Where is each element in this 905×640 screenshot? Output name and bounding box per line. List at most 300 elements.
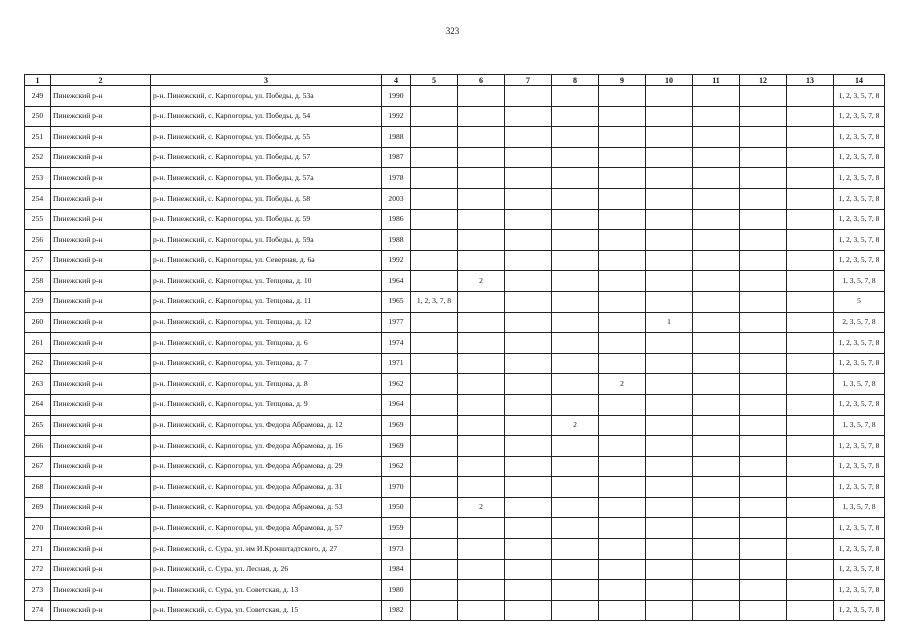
cell-col-9	[599, 518, 646, 539]
cell-col-5	[411, 230, 458, 251]
cell-col-8	[552, 230, 599, 251]
cell-address: р-н. Пинежский, с. Сура, ул. Лесная, д. 26	[151, 559, 382, 580]
cell-col-10	[646, 394, 693, 415]
cell-col-14: 1, 2, 3, 5, 7, 8	[834, 106, 885, 127]
cell-col-12	[740, 271, 787, 292]
cell-col-13	[787, 312, 834, 333]
cell-district: Пинежский р-н	[51, 518, 151, 539]
cell-col-14: 1, 2, 3, 5, 7, 8	[834, 518, 885, 539]
table-row	[25, 271, 885, 292]
cell-col-9	[599, 86, 646, 107]
cell-col-10	[646, 436, 693, 457]
cell-col-12	[740, 559, 787, 580]
cell-col-7	[505, 559, 552, 580]
cell-col-8	[552, 436, 599, 457]
cell-col-13	[787, 127, 834, 148]
cell-address: р-н. Пинежский, с. Карпогоры, ул. Тепцова, д. 12	[151, 312, 382, 333]
cell-col-6	[458, 86, 505, 107]
cell-district: Пинежский р-н	[51, 394, 151, 415]
cell-col-7	[505, 497, 552, 518]
cell-col-11	[693, 127, 740, 148]
cell-col-14: 5	[834, 291, 885, 312]
cell-col-8	[552, 353, 599, 374]
cell-col-12	[740, 353, 787, 374]
cell-col-5	[411, 86, 458, 107]
cell-col-5: 1, 2, 3, 7, 8	[411, 291, 458, 312]
cell-col-13	[787, 147, 834, 168]
cell-col-11	[693, 209, 740, 230]
cell-col-8	[552, 374, 599, 395]
cell-col-12	[740, 477, 787, 498]
cell-col-13	[787, 106, 834, 127]
cell-col-13	[787, 188, 834, 209]
cell-col-5	[411, 539, 458, 560]
cell-col-12	[740, 86, 787, 107]
column-header-1: 1	[25, 75, 51, 86]
cell-col-6: 2	[458, 497, 505, 518]
table-row	[25, 456, 885, 477]
table-row	[25, 168, 885, 189]
cell-col-14: 1, 2, 3, 5, 7, 8	[834, 394, 885, 415]
cell-col-12	[740, 168, 787, 189]
cell-col-5	[411, 168, 458, 189]
cell-year-built: 1974	[382, 333, 411, 354]
cell-col-12	[740, 436, 787, 457]
cell-col-12	[740, 230, 787, 251]
cell-col-13	[787, 353, 834, 374]
cell-col-5	[411, 333, 458, 354]
table-row	[25, 353, 885, 374]
cell-row-number: 262	[25, 353, 51, 374]
cell-col-11	[693, 518, 740, 539]
cell-district: Пинежский р-н	[51, 436, 151, 457]
cell-row-number: 271	[25, 539, 51, 560]
cell-year-built: 1962	[382, 456, 411, 477]
cell-address: р-н. Пинежский, с. Карпогоры, ул. Федора Абрамова, д. 31	[151, 477, 382, 498]
cell-col-9	[599, 580, 646, 601]
cell-col-12	[740, 250, 787, 271]
cell-row-number: 253	[25, 168, 51, 189]
cell-col-14: 1, 2, 3, 5, 7, 8	[834, 188, 885, 209]
cell-col-10	[646, 559, 693, 580]
column-header-8: 8	[552, 75, 599, 86]
cell-col-7	[505, 271, 552, 292]
cell-col-5	[411, 559, 458, 580]
cell-col-10	[646, 147, 693, 168]
cell-col-13	[787, 271, 834, 292]
cell-col-10	[646, 188, 693, 209]
cell-year-built: 2003	[382, 188, 411, 209]
cell-col-13	[787, 600, 834, 621]
cell-col-13	[787, 436, 834, 457]
cell-col-14: 1, 2, 3, 5, 7, 8	[834, 580, 885, 601]
cell-col-7	[505, 230, 552, 251]
cell-col-8	[552, 497, 599, 518]
cell-col-5	[411, 250, 458, 271]
cell-col-13	[787, 250, 834, 271]
cell-col-9	[599, 477, 646, 498]
table-header	[25, 75, 885, 86]
cell-col-5	[411, 106, 458, 127]
cell-col-6	[458, 127, 505, 148]
cell-district: Пинежский р-н	[51, 147, 151, 168]
cell-col-12	[740, 127, 787, 148]
cell-col-10	[646, 127, 693, 148]
cell-row-number: 267	[25, 456, 51, 477]
cell-col-5	[411, 353, 458, 374]
cell-year-built: 1964	[382, 394, 411, 415]
cell-col-10	[646, 271, 693, 292]
cell-year-built: 1977	[382, 312, 411, 333]
cell-col-9	[599, 106, 646, 127]
cell-district: Пинежский р-н	[51, 559, 151, 580]
cell-col-5	[411, 600, 458, 621]
cell-col-6	[458, 456, 505, 477]
cell-col-6	[458, 518, 505, 539]
cell-col-6	[458, 415, 505, 436]
cell-col-12	[740, 374, 787, 395]
cell-col-13	[787, 477, 834, 498]
table-row	[25, 559, 885, 580]
cell-col-8	[552, 456, 599, 477]
table-row	[25, 250, 885, 271]
cell-address: р-н. Пинежский, с. Сура, ул. Советская, д. 13	[151, 580, 382, 601]
cell-row-number: 250	[25, 106, 51, 127]
column-header-2: 2	[51, 75, 151, 86]
cell-district: Пинежский р-н	[51, 106, 151, 127]
cell-col-7	[505, 456, 552, 477]
table-row	[25, 209, 885, 230]
cell-col-5	[411, 580, 458, 601]
cell-col-13	[787, 518, 834, 539]
cell-col-14: 1, 2, 3, 5, 7, 8	[834, 250, 885, 271]
cell-year-built: 1950	[382, 497, 411, 518]
column-header-11: 11	[693, 75, 740, 86]
cell-address: р-н. Пинежский, с. Карпогоры, ул. Федора Абрамова, д. 57	[151, 518, 382, 539]
cell-col-10	[646, 333, 693, 354]
cell-col-6	[458, 209, 505, 230]
cell-col-6	[458, 580, 505, 601]
cell-col-9	[599, 456, 646, 477]
cell-col-12	[740, 312, 787, 333]
cell-col-9	[599, 230, 646, 251]
column-header-14: 14	[834, 75, 885, 86]
column-header-6: 6	[458, 75, 505, 86]
cell-address: р-н. Пинежский, с. Сура, ул. им И.Кронштадтского, д. 27	[151, 539, 382, 560]
cell-col-5	[411, 188, 458, 209]
cell-col-14: 1, 2, 3, 5, 7, 8	[834, 333, 885, 354]
cell-col-5	[411, 127, 458, 148]
cell-col-13	[787, 333, 834, 354]
cell-col-10	[646, 374, 693, 395]
cell-col-7	[505, 518, 552, 539]
cell-address: р-н. Пинежский, с. Карпогоры, ул. Федора Абрамова, д. 16	[151, 436, 382, 457]
cell-col-8	[552, 559, 599, 580]
cell-col-10	[646, 580, 693, 601]
cell-col-5	[411, 394, 458, 415]
cell-col-10	[646, 518, 693, 539]
table-row	[25, 188, 885, 209]
cell-col-8	[552, 600, 599, 621]
header-row	[25, 75, 885, 86]
cell-col-7	[505, 188, 552, 209]
cell-col-13	[787, 539, 834, 560]
cell-col-6	[458, 168, 505, 189]
cell-col-14: 2, 3, 5, 7, 8	[834, 312, 885, 333]
cell-col-10	[646, 539, 693, 560]
cell-district: Пинежский р-н	[51, 374, 151, 395]
cell-col-5	[411, 518, 458, 539]
cell-col-14: 1, 2, 3, 5, 7, 8	[834, 86, 885, 107]
cell-row-number: 260	[25, 312, 51, 333]
cell-row-number: 274	[25, 600, 51, 621]
cell-row-number: 251	[25, 127, 51, 148]
cell-col-6	[458, 436, 505, 457]
cell-year-built: 1987	[382, 147, 411, 168]
cell-row-number: 273	[25, 580, 51, 601]
cell-district: Пинежский р-н	[51, 230, 151, 251]
cell-year-built: 1962	[382, 374, 411, 395]
cell-col-14: 1, 2, 3, 5, 7, 8	[834, 600, 885, 621]
cell-year-built: 1984	[382, 559, 411, 580]
cell-col-7	[505, 415, 552, 436]
cell-col-12	[740, 106, 787, 127]
cell-row-number: 254	[25, 188, 51, 209]
cell-row-number: 272	[25, 559, 51, 580]
cell-col-8	[552, 250, 599, 271]
cell-year-built: 1988	[382, 230, 411, 251]
cell-col-9	[599, 168, 646, 189]
cell-year-built: 1965	[382, 291, 411, 312]
cell-col-11	[693, 291, 740, 312]
cell-col-11	[693, 415, 740, 436]
cell-district: Пинежский р-н	[51, 600, 151, 621]
cell-col-10	[646, 600, 693, 621]
cell-col-10	[646, 230, 693, 251]
cell-row-number: 269	[25, 497, 51, 518]
cell-col-9	[599, 291, 646, 312]
cell-col-8	[552, 580, 599, 601]
cell-col-9	[599, 209, 646, 230]
cell-row-number: 261	[25, 333, 51, 354]
cell-row-number: 264	[25, 394, 51, 415]
cell-col-6	[458, 250, 505, 271]
cell-col-9	[599, 147, 646, 168]
cell-col-8	[552, 333, 599, 354]
cell-col-9	[599, 436, 646, 457]
cell-district: Пинежский р-н	[51, 188, 151, 209]
housing-register-table	[24, 74, 885, 621]
table-row	[25, 436, 885, 457]
cell-col-12	[740, 497, 787, 518]
cell-district: Пинежский р-н	[51, 353, 151, 374]
cell-col-7	[505, 209, 552, 230]
cell-address: р-н. Пинежский, с. Карпогоры, ул. Победы, д. 59	[151, 209, 382, 230]
cell-col-8	[552, 147, 599, 168]
cell-col-7	[505, 436, 552, 457]
cell-col-11	[693, 559, 740, 580]
cell-col-10	[646, 106, 693, 127]
cell-col-12	[740, 456, 787, 477]
cell-row-number: 249	[25, 86, 51, 107]
cell-col-12	[740, 147, 787, 168]
cell-row-number: 270	[25, 518, 51, 539]
cell-col-11	[693, 230, 740, 251]
cell-col-5	[411, 147, 458, 168]
cell-col-12	[740, 209, 787, 230]
cell-district: Пинежский р-н	[51, 127, 151, 148]
table-row	[25, 147, 885, 168]
cell-district: Пинежский р-н	[51, 312, 151, 333]
cell-col-8	[552, 168, 599, 189]
cell-col-6	[458, 600, 505, 621]
cell-col-11	[693, 374, 740, 395]
table-body	[25, 86, 885, 621]
cell-district: Пинежский р-н	[51, 456, 151, 477]
cell-col-6	[458, 188, 505, 209]
cell-col-12	[740, 600, 787, 621]
cell-row-number: 252	[25, 147, 51, 168]
cell-col-9	[599, 188, 646, 209]
cell-year-built: 1992	[382, 250, 411, 271]
column-header-9: 9	[599, 75, 646, 86]
cell-address: р-н. Пинежский, с. Карпогоры, ул. Тепцова, д. 11	[151, 291, 382, 312]
cell-col-13	[787, 230, 834, 251]
cell-col-11	[693, 580, 740, 601]
cell-col-7	[505, 312, 552, 333]
cell-col-5	[411, 497, 458, 518]
cell-col-14: 1, 3, 5, 7, 8	[834, 497, 885, 518]
cell-col-8	[552, 209, 599, 230]
cell-col-14: 1, 2, 3, 5, 7, 8	[834, 209, 885, 230]
cell-col-6	[458, 147, 505, 168]
cell-district: Пинежский р-н	[51, 415, 151, 436]
cell-row-number: 258	[25, 271, 51, 292]
cell-row-number: 257	[25, 250, 51, 271]
cell-col-8	[552, 271, 599, 292]
cell-col-10	[646, 477, 693, 498]
cell-col-13	[787, 374, 834, 395]
cell-col-6	[458, 106, 505, 127]
cell-col-11	[693, 353, 740, 374]
cell-year-built: 1992	[382, 106, 411, 127]
cell-col-14: 1, 2, 3, 5, 7, 8	[834, 477, 885, 498]
cell-col-11	[693, 188, 740, 209]
cell-col-13	[787, 497, 834, 518]
cell-col-7	[505, 539, 552, 560]
cell-col-9: 2	[599, 374, 646, 395]
cell-address: р-н. Пинежский, с. Карпогоры, ул. Победы, д. 59а	[151, 230, 382, 251]
table-row	[25, 539, 885, 560]
cell-col-11	[693, 394, 740, 415]
cell-address: р-н. Пинежский, с. Карпогоры, ул. Победы, д. 58	[151, 188, 382, 209]
cell-col-7	[505, 600, 552, 621]
cell-col-14: 1, 3, 5, 7, 8	[834, 374, 885, 395]
cell-col-7	[505, 291, 552, 312]
cell-col-14: 1, 2, 3, 5, 7, 8	[834, 436, 885, 457]
cell-col-8	[552, 188, 599, 209]
column-header-3: 3	[151, 75, 382, 86]
cell-col-7	[505, 353, 552, 374]
cell-col-8	[552, 312, 599, 333]
cell-col-8	[552, 127, 599, 148]
cell-row-number: 268	[25, 477, 51, 498]
cell-col-11	[693, 147, 740, 168]
cell-col-9	[599, 394, 646, 415]
cell-col-10	[646, 353, 693, 374]
cell-col-7	[505, 250, 552, 271]
cell-col-13	[787, 580, 834, 601]
cell-col-14: 1, 2, 3, 5, 7, 8	[834, 230, 885, 251]
cell-col-9	[599, 497, 646, 518]
cell-col-12	[740, 291, 787, 312]
cell-col-6	[458, 559, 505, 580]
cell-col-13	[787, 559, 834, 580]
cell-address: р-н. Пинежский, с. Карпогоры, ул. Победы, д. 57	[151, 147, 382, 168]
cell-address: р-н. Пинежский, с. Карпогоры, ул. Тепцова, д. 6	[151, 333, 382, 354]
table-row	[25, 86, 885, 107]
cell-col-6	[458, 394, 505, 415]
column-header-5: 5	[411, 75, 458, 86]
cell-col-8	[552, 291, 599, 312]
cell-col-10: 1	[646, 312, 693, 333]
cell-year-built: 1970	[382, 477, 411, 498]
cell-col-13	[787, 291, 834, 312]
cell-col-9	[599, 600, 646, 621]
cell-col-8	[552, 86, 599, 107]
column-header-13: 13	[787, 75, 834, 86]
column-header-10: 10	[646, 75, 693, 86]
cell-col-11	[693, 333, 740, 354]
cell-col-9	[599, 415, 646, 436]
cell-address: р-н. Пинежский, с. Карпогоры, ул. Федора Абрамова, д. 29	[151, 456, 382, 477]
cell-address: р-н. Пинежский, с. Карпогоры, ул. Федора Абрамова, д. 53	[151, 497, 382, 518]
cell-row-number: 259	[25, 291, 51, 312]
cell-district: Пинежский р-н	[51, 497, 151, 518]
cell-col-6	[458, 374, 505, 395]
cell-col-8	[552, 106, 599, 127]
cell-col-9	[599, 127, 646, 148]
table-row	[25, 497, 885, 518]
cell-col-8	[552, 518, 599, 539]
cell-col-14: 1, 2, 3, 5, 7, 8	[834, 559, 885, 580]
cell-col-5	[411, 456, 458, 477]
cell-col-14: 1, 2, 3, 5, 7, 8	[834, 168, 885, 189]
cell-col-11	[693, 86, 740, 107]
cell-col-13	[787, 209, 834, 230]
cell-district: Пинежский р-н	[51, 539, 151, 560]
cell-row-number: 256	[25, 230, 51, 251]
cell-col-9	[599, 312, 646, 333]
cell-col-12	[740, 539, 787, 560]
cell-address: р-н. Пинежский, с. Карпогоры, ул. Победы, д. 54	[151, 106, 382, 127]
cell-year-built: 1971	[382, 353, 411, 374]
cell-year-built: 1988	[382, 127, 411, 148]
cell-col-11	[693, 477, 740, 498]
cell-col-7	[505, 333, 552, 354]
cell-col-6	[458, 353, 505, 374]
column-header-12: 12	[740, 75, 787, 86]
cell-col-12	[740, 415, 787, 436]
cell-address: р-н. Пинежский, с. Карпогоры, ул. Тепцова, д. 10	[151, 271, 382, 292]
table-row	[25, 600, 885, 621]
cell-district: Пинежский р-н	[51, 477, 151, 498]
table-row	[25, 127, 885, 148]
cell-district: Пинежский р-н	[51, 271, 151, 292]
cell-col-14: 1, 3, 5, 7, 8	[834, 271, 885, 292]
cell-col-9	[599, 539, 646, 560]
column-header-7: 7	[505, 75, 552, 86]
